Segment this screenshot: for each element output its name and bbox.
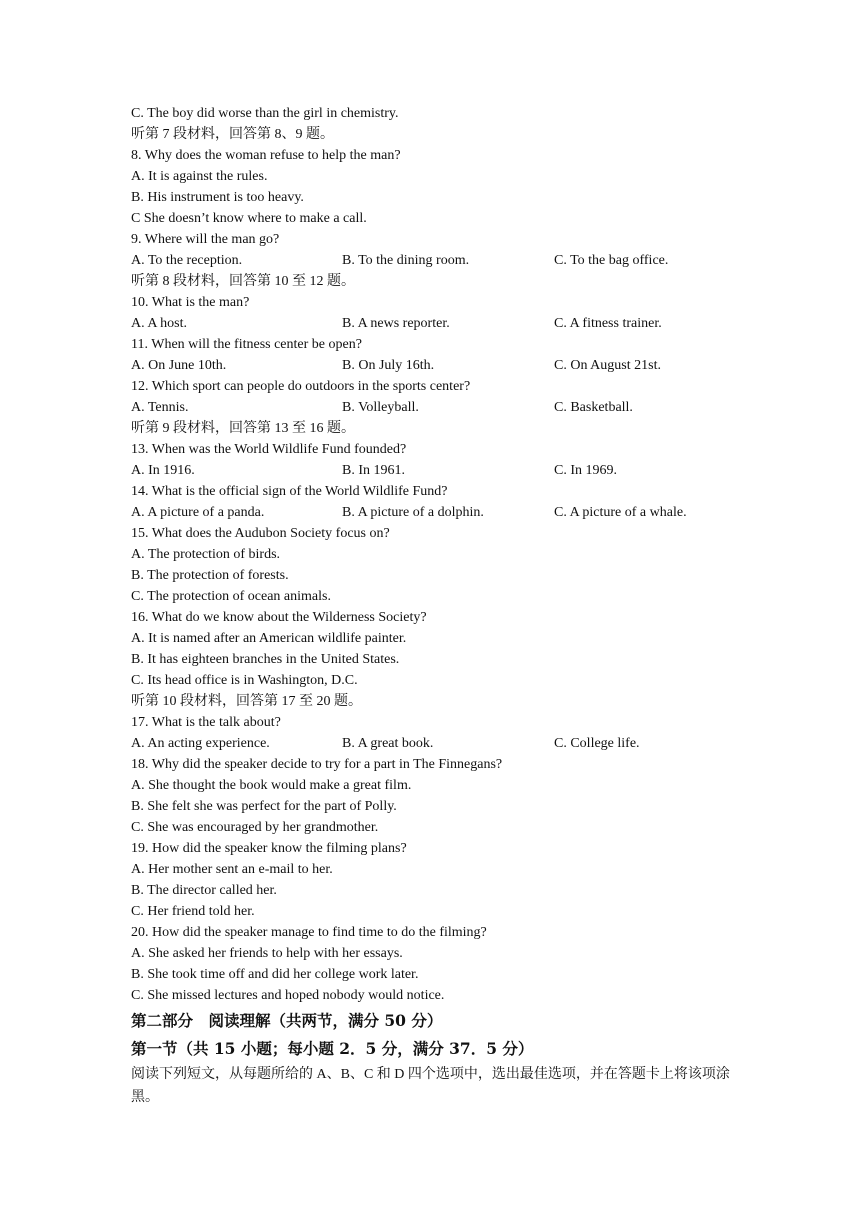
option-b: B. Volleyball. [342, 400, 419, 415]
option-b: B. A great book. [342, 736, 434, 751]
option-b: B. In 1961. [342, 463, 405, 478]
option-text: A. Her mother sent an e-mail to her. [131, 862, 333, 877]
option-text: C She doesn’t know where to make a call. [131, 211, 367, 226]
option-a: A. Tennis. [131, 400, 189, 415]
question-16: 16. What do we know about the Wilderness Society? [131, 610, 427, 625]
option-text: A. It is against the rules. [131, 169, 268, 184]
options-row-q14 [131, 502, 751, 523]
option-b: B. To the dining room. [342, 253, 470, 268]
option-c: C. On August 21st. [554, 358, 661, 373]
option-a: A. A host. [131, 316, 188, 331]
option-text: B. The director called her. [131, 883, 277, 898]
question-13: 13. When was the World Wildlife Fund founded? [131, 442, 407, 457]
options-row-q12 [131, 397, 751, 418]
option-text: A. She asked her friends to help with her essays. [131, 946, 403, 961]
option-a: A. An acting experience. [131, 736, 270, 751]
option-text: A. It is named after an American wildlife painter. [131, 631, 407, 646]
options-row-q13 [131, 460, 751, 481]
option-text: B. She took time off and did her college work later. [131, 967, 419, 982]
option-text: C. Its head office is in Washington, D.C. [131, 673, 358, 688]
option-text: C. She was encouraged by her grandmother. [131, 820, 379, 835]
question-12: 12. Which sport can people do outdoors in the sports center? [131, 379, 471, 394]
listening-instruction: 听第 8 段材料，回答第 10 至 12 题。 [131, 274, 355, 289]
option-text: B. It has eighteen branches in the United States. [131, 652, 400, 667]
question-14: 14. What is the official sign of the World Wildlife Fund? [131, 484, 448, 499]
question-9: 9. Where will the man go? [131, 232, 280, 247]
listening-instruction: 听第 10 段材料，回答第 17 至 20 题。 [131, 694, 362, 709]
question-18: 18. Why did the speaker decide to try for a part in The Finnegans? [131, 757, 503, 772]
option-a: A. In 1916. [131, 463, 195, 478]
option-text: C. Her friend told her. [131, 904, 255, 919]
options-row-q11 [131, 355, 751, 376]
option-text: B. She felt she was perfect for the part of Polly. [131, 799, 397, 814]
option-a: A. On June 10th. [131, 358, 227, 373]
option-text: B. The protection of forests. [131, 568, 289, 583]
option-a: A. To the reception. [131, 253, 243, 268]
listening-instruction: 听第 7 段材料，回答第 8、9 题。 [131, 127, 334, 142]
question-20: 20. How did the speaker manage to find time to do the filming? [131, 925, 487, 940]
question-17: 17. What is the talk about? [131, 715, 281, 730]
option-c: C. A picture of a whale. [554, 505, 687, 520]
options-row-q10 [131, 313, 751, 334]
exam-page [131, 103, 751, 1109]
question-8: 8. Why does the woman refuse to help the man? [131, 148, 401, 163]
option-c: C. In 1969. [554, 463, 617, 478]
option-b: B. On July 16th. [342, 358, 435, 373]
option-text: B. His instrument is too heavy. [131, 190, 304, 205]
question-19: 19. How did the speaker know the filming plans? [131, 841, 407, 856]
listening-instruction: 听第 9 段材料，回答第 13 至 16 题。 [131, 421, 355, 436]
section-one-heading: 第一节（共 15 小题；每小题 2．5 分，满分 37．5 分） [131, 1039, 534, 1058]
options-row-q9 [131, 250, 751, 271]
option-c: C. College life. [554, 736, 640, 751]
option-b: B. A picture of a dolphin. [342, 505, 484, 520]
reading-instructions: 阅读下列短文，从每题所给的 A、B、C 和 D 四个选项中，选出最佳选项，并在答题卡上将该项涂黑。 [131, 1067, 730, 1105]
part-two-heading: 第二部分 阅读理解（共两节，满分 50 分） [131, 1011, 443, 1030]
option-text: A. She thought the book would make a great film. [131, 778, 412, 793]
question-11: 11. When will the fitness center be open? [131, 337, 362, 352]
option-b: B. A news reporter. [342, 316, 450, 331]
option-c: C. Basketball. [554, 400, 633, 415]
option-c: C. To the bag office. [554, 253, 669, 268]
option-text: A. The protection of birds. [131, 547, 281, 562]
option-a: A. A picture of a panda. [131, 505, 265, 520]
question-15: 15. What does the Audubon Society focus on? [131, 526, 390, 541]
option-text: C. The boy did worse than the girl in chemistry. [131, 106, 399, 121]
option-text: C. She missed lectures and hoped nobody would notice. [131, 988, 445, 1003]
option-text: C. The protection of ocean animals. [131, 589, 331, 604]
option-c: C. A fitness trainer. [554, 316, 662, 331]
question-10: 10. What is the man? [131, 295, 250, 310]
options-row-q17 [131, 733, 751, 754]
